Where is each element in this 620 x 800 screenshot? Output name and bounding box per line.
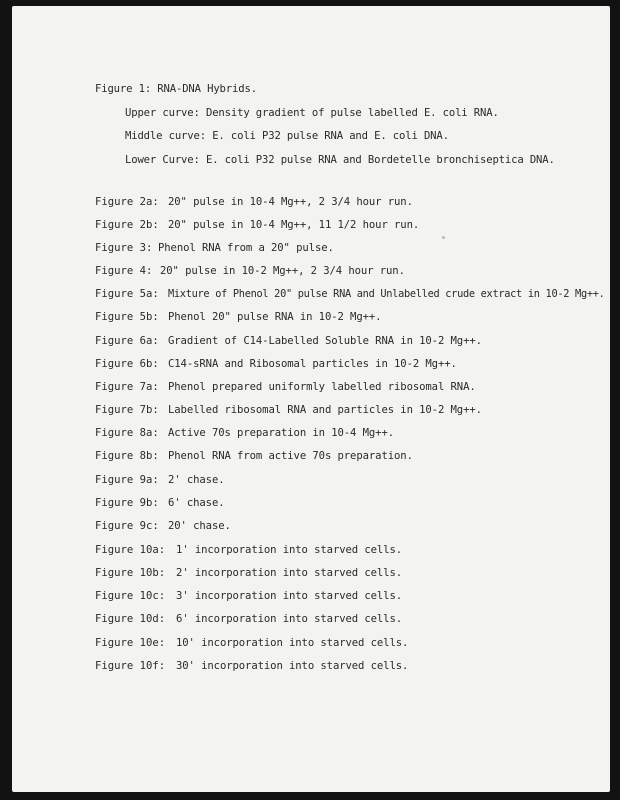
figure-description: Phenol RNA from active 70s preparation.: [168, 450, 413, 462]
figure-description: 20" pulse in 10-2 Mg++, 2 3/4 hour run.: [160, 265, 405, 277]
figure-label: Figure 4:: [95, 265, 153, 277]
figure-label: Figure 5b:: [95, 311, 159, 323]
figure-description: Labelled ribosomal RNA and particles in 10-2 Mg++.: [168, 404, 482, 416]
figure-description: 20" pulse in 10-4 Mg++, 2 3/4 hour run.: [168, 196, 413, 208]
figure-label: Figure 9c:: [95, 520, 159, 532]
figure-label: Figure 10a:: [95, 544, 166, 556]
figure-label: Figure 9a:: [95, 474, 159, 486]
figure-label: Figure 8b:: [95, 450, 159, 462]
figure-description: 20" pulse in 10-4 Mg++, 11 1/2 hour run.: [168, 219, 420, 231]
figure-description: Phenol 20" pulse RNA in 10-2 Mg++.: [168, 311, 382, 323]
figure-description: 2' incorporation into starved cells.: [176, 567, 403, 579]
figure-1-lower-curve: Lower Curve: E. coli P32 pulse RNA and Bordetelle bronchiseptica DNA.: [125, 154, 555, 166]
figure-description: 30' incorporation into starved cells.: [176, 660, 409, 672]
figure-label: Figure 5a:: [95, 288, 159, 300]
figure-label: Figure 10d:: [95, 613, 166, 625]
figure-description: Phenol prepared uniformly labelled ribosomal RNA.: [168, 381, 476, 393]
figure-label: Figure 3:: [95, 242, 153, 254]
figure-label: Figure 7a:: [95, 381, 159, 393]
figure-description: Gradient of C14-Labelled Soluble RNA in 10-2 Mg++.: [168, 335, 482, 347]
figure-label: Figure 10f:: [95, 660, 166, 672]
figure-description: Active 70s preparation in 10-4 Mg++.: [168, 427, 395, 439]
figure-description: 1' incorporation into starved cells.: [176, 544, 403, 556]
figure-label: Figure 10b:: [95, 567, 166, 579]
figure-description: 10' incorporation into starved cells.: [176, 637, 409, 649]
figure-1-middle-curve: Middle curve: E. coli P32 pulse RNA and E. coli DNA.: [125, 130, 449, 142]
figure-label: Figure 2a:: [95, 196, 159, 208]
figure-description: 6' chase.: [168, 497, 225, 509]
figure-description: 2' chase.: [168, 474, 225, 486]
figure-label: Figure 7b:: [95, 404, 159, 416]
figure-label: Figure 2b:: [95, 219, 159, 231]
figure-label: Figure 6a:: [95, 335, 159, 347]
document-page: [12, 6, 610, 792]
figure-label: Figure 8a:: [95, 427, 159, 439]
figure-description: 20' chase.: [168, 520, 231, 532]
paper-speck: [442, 236, 445, 239]
figure-description: C14-sRNA and Ribosomal particles in 10-2 Mg++.: [168, 358, 457, 370]
figure-label: Figure 6b:: [95, 358, 159, 370]
figure-label: Figure 10c:: [95, 590, 166, 602]
figure-1-title: Figure 1: RNA-DNA Hybrids.: [95, 83, 257, 95]
figure-description: Phenol RNA from a 20" pulse.: [158, 242, 334, 254]
figure-label: Figure 10e:: [95, 637, 166, 649]
figure-description: 3' incorporation into starved cells.: [176, 590, 403, 602]
figure-description: Mixture of Phenol 20" pulse RNA and Unlabelled crude extract in 10-2 Mg++.: [168, 288, 605, 300]
figure-1-upper-curve: Upper curve: Density gradient of pulse labelled E. coli RNA.: [125, 107, 499, 119]
figure-label: Figure 9b:: [95, 497, 159, 509]
figure-description: 6' incorporation into starved cells.: [176, 613, 403, 625]
